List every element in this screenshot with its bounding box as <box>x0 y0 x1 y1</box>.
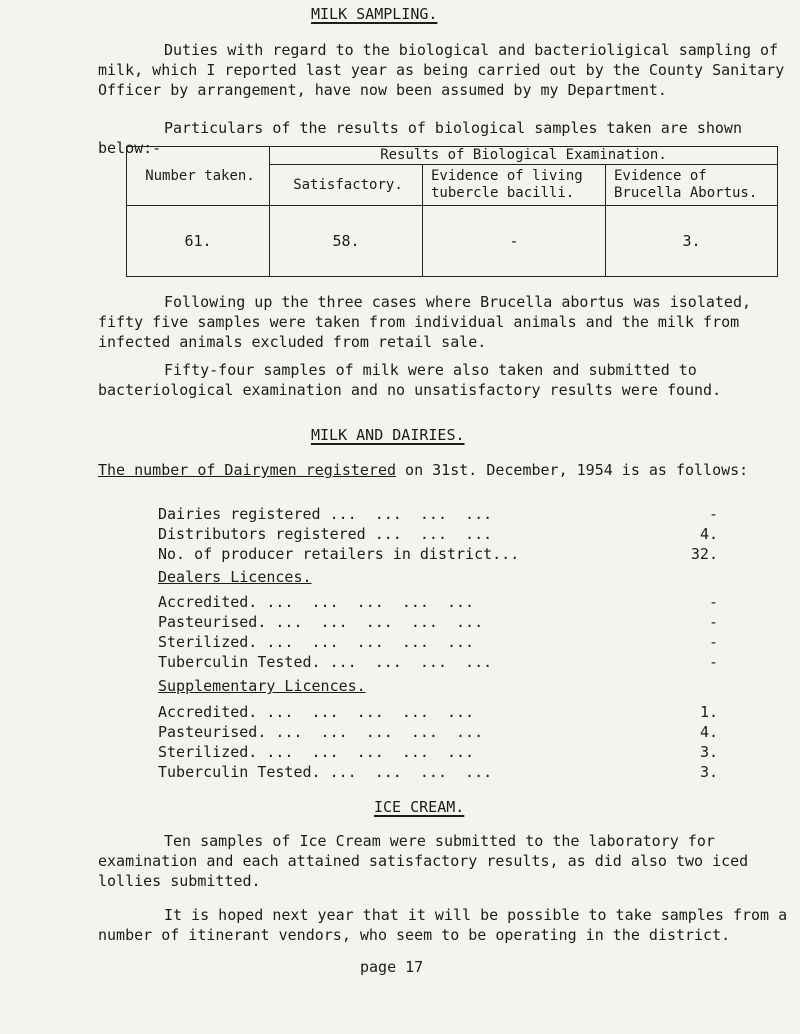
dealers-item-row <box>158 652 718 672</box>
dealers-item-label: Tuberculin Tested. ... ... ... ... <box>158 653 493 671</box>
supplementary-item-value: 3. <box>699 743 718 761</box>
ice-cream-para-1: Ten samples of Ice Cream were submitted to the laboratory for examination and each attained satisfactory results, as did also two iced lollies submitted. <box>98 832 749 890</box>
supplementary-item-label: Sterilized. ... ... ... ... ... <box>158 743 475 761</box>
supplementary-item-label: Tuberculin Tested. ... ... ... ... <box>158 763 493 781</box>
dealers-licences-heading: Dealers Licences. <box>158 568 312 586</box>
dairymen-intro: The number of Dairymen registered on 31st. December, 1954 is as follows: <box>98 461 749 479</box>
registered-item-value: 32. <box>690 545 718 563</box>
dealers-item-label: Accredited. ... ... ... ... ... <box>158 593 475 611</box>
ice-cream-heading: ICE CREAM. <box>374 798 465 816</box>
registered-item-value: 4. <box>699 525 718 543</box>
registered-item-row <box>158 544 718 564</box>
dealers-item-label: Sterilized. ... ... ... ... ... <box>158 633 475 651</box>
registered-item-label: Dairies registered ... ... ... ... <box>158 505 493 523</box>
dealers-item-value: - <box>708 633 718 651</box>
milk-dairies-heading: MILK AND DAIRIES. <box>311 426 465 444</box>
supplementary-item-row <box>158 722 718 742</box>
col-tubercle: Evidence of living tubercle bacilli. <box>423 165 606 206</box>
table-group-header-row <box>127 147 778 165</box>
supplementary-item-row <box>158 742 718 762</box>
milk-sampling-para-2: Particulars of the results of biological samples taken are shown below:- <box>98 119 742 157</box>
supplementary-item-value: 3. <box>699 763 718 781</box>
results-group-header: Results of Biological Examination. <box>270 147 778 165</box>
milk-sampling-para-4: Fifty-four samples of milk were also taken and submitted to bacteriological examination and no unsatisfactory results were found. <box>98 361 722 399</box>
registered-item-label: Distributors registered ... ... ... <box>158 525 493 543</box>
cell-satisfactory: 58. <box>270 206 423 277</box>
table-row <box>127 206 778 277</box>
col-number-taken: Number taken. <box>127 147 270 206</box>
dealers-item-row <box>158 632 718 652</box>
milk-sampling-para-1: Duties with regard to the biological and bacterioligical sampling of milk, which I reported last year as being carried out by the County Sanitary Officer by arrangement, have now been assumed by my Department. <box>98 41 785 99</box>
dealers-item-row <box>158 612 718 632</box>
ice-cream-para-2: It is hoped next year that it will be possible to take samples from a number of itinerant vendors, who seem to be operating in the district. <box>98 906 788 944</box>
supplementary-item-value: 4. <box>699 723 718 741</box>
supplementary-licences-heading: Supplementary Licences. <box>158 677 366 695</box>
milk-sampling-para-3: Following up the three cases where Brucella abortus was isolated, fifty five samples were taken from individual animals and the milk from infected animals excluded from retail sale. <box>98 293 751 351</box>
supplementary-item-value: 1. <box>699 703 718 721</box>
col-brucella: Evidence of Brucella Abortus. <box>606 165 778 206</box>
dealers-item-value: - <box>708 613 718 631</box>
cell-tubercle: - <box>423 206 606 277</box>
supplementary-item-label: Accredited. ... ... ... ... ... <box>158 703 475 721</box>
results-table <box>126 146 778 277</box>
supplementary-item-label: Pasteurised. ... ... ... ... ... <box>158 723 484 741</box>
milk-sampling-heading: MILK SAMPLING. <box>311 5 438 23</box>
supplementary-item-row <box>158 762 718 782</box>
dealers-item-value: - <box>708 593 718 611</box>
registered-item-row <box>158 504 718 524</box>
registered-item-value: - <box>708 505 718 523</box>
cell-brucella: 3. <box>606 206 778 277</box>
registered-item-label: No. of producer retailers in district... <box>158 545 520 563</box>
page-number: page 17 <box>360 958 424 976</box>
supplementary-item-row <box>158 702 718 722</box>
col-satisfactory: Satisfactory. <box>270 165 423 206</box>
dealers-item-row <box>158 592 718 612</box>
dealers-item-label: Pasteurised. ... ... ... ... ... <box>158 613 484 631</box>
dealers-item-value: - <box>708 653 718 671</box>
cell-number: 61. <box>127 206 270 277</box>
registered-item-row <box>158 524 718 544</box>
